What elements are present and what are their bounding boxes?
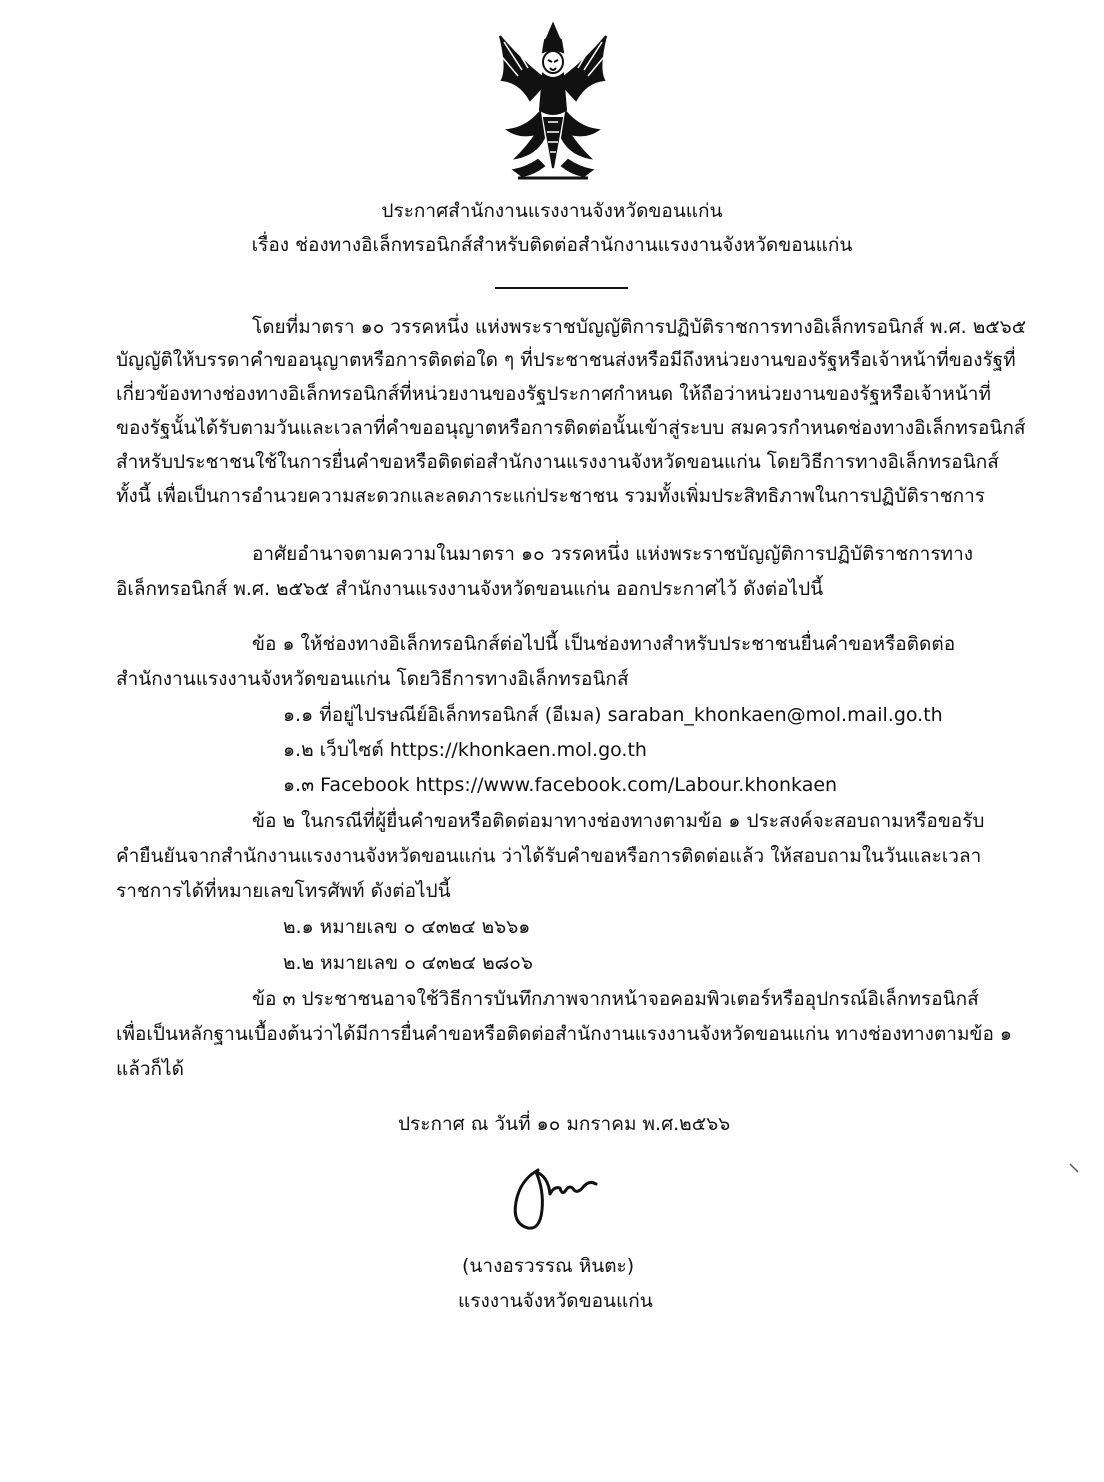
clause-1-item-facebook: ๑.๓ Facebook https://www.facebook.com/Labour.khonkaen	[283, 774, 838, 796]
preamble-line: บัญญัติให้บรรดาคำขออนุญาตหรือการติดต่อใด ๆ ที่ประชาชนส่งหรือมีถึงหน่วยงานของรัฐหรือเจ้าหน้าที่ของรัฐที่	[116, 349, 1016, 371]
clause-3-line: แล้วก็ได้	[116, 1058, 184, 1080]
document-title: ประกาศสำนักงานแรงงานจังหวัดขอนแก่น	[381, 200, 723, 222]
clause-3-line: เพื่อเป็นหลักฐานเบื้องต้นว่าได้มีการยื่นคำขอหรือติดต่อสำนักงานแรงงานจังหวัดขอนแก่น ทางช่องทางตามข้อ ๑	[116, 1023, 1012, 1045]
clause-1-item-email: ๑.๑ ที่อยู่ไปรษณีย์อิเล็กทรอนิกส์ (อีเมล) saraban_khonkaen@mol.mail.go.th	[283, 704, 943, 726]
preamble-line: เกี่ยวข้องทางช่องทางอิเล็กทรอนิกส์ที่หน่วยงานของรัฐประกาศกำหนด ให้ถือว่าหน่วยงานของรัฐหรือเจ้าหน้าที่	[116, 383, 992, 405]
clause-1-item-website: ๑.๒ เว็บไซต์ https://khonkaen.mol.go.th	[283, 739, 647, 761]
clause-2-item-phone: ๒.๑ หมายเลข ๐ ๔๓๒๔ ๒๖๖๑	[283, 916, 531, 938]
signer-position: แรงงานจังหวัดขอนแก่น	[458, 1290, 653, 1312]
clause-1-line: ข้อ ๑ ให้ช่องทางอิเล็กทรอนิกส์ต่อไปนี้ เป็นช่องทางสำหรับประชาชนยื่นคำขอหรือติดต่อ	[252, 633, 956, 655]
clause-2-line: ราชการได้ที่หมายเลขโทรศัพท์ ดังต่อไปนี้	[116, 880, 451, 902]
clause-3-line: ข้อ ๓ ประชาชนอาจใช้วิธีการบันทึกภาพจากหน้าจอคอมพิวเตอร์หรืออุปกรณ์อิเล็กทรอนิกส์	[252, 988, 979, 1010]
clause-2-item-phone: ๒.๒ หมายเลข ๐ ๔๓๒๔ ๒๘๐๖	[283, 952, 533, 974]
preamble-line: สำหรับประชาชนใช้ในการยื่นคำขอหรือติดต่อสำนักงานแรงงานจังหวัดขอนแก่น โดยวิธีการทางอิเล็กทรอนิกส์	[116, 451, 999, 473]
clause-2-line: คำยืนยันจากสำนักงานแรงงานจังหวัดขอนแก่น ว่าได้รับคำขอหรือการติดต่อแล้ว ให้สอบถามในวันและเวลา	[116, 845, 982, 867]
clause-1-line: สำนักงานแรงงานจังหวัดขอนแก่น โดยวิธีการทางอิเล็กทรอนิกส์	[116, 668, 629, 690]
preamble-line: ทั้งนี้ เพื่อเป็นการอำนวยความสะดวกและลดภาระแก่ประชาชน รวมทั้งเพิ่มประสิทธิภาพในการปฏิบัติราชการ	[116, 485, 985, 507]
handwritten-signature-icon	[498, 1150, 608, 1240]
document-subject: เรื่อง ช่องทางอิเล็กทรอนิกส์สำหรับติดต่อสำนักงานแรงงานจังหวัดขอนแก่น	[251, 234, 853, 256]
authority-line: อาศัยอำนาจตามความในมาตรา ๑๐ วรรคหนึ่ง แห่งพระราชบัญญัติการปฏิบัติราชการทาง	[252, 543, 974, 565]
announcement-date: ประกาศ ณ วันที่ ๑๐ มกราคม พ.ศ.๒๕๖๖	[398, 1113, 731, 1135]
stray-mark	[1068, 1162, 1080, 1174]
signer-name: (นางอรวรรณ หินตะ)	[462, 1255, 635, 1277]
preamble-line: โดยที่มาตรา ๑๐ วรรคหนึ่ง แห่งพระราชบัญญัติการปฏิบัติราชการทางอิเล็กทรอนิกส์ พ.ศ. ๒๕๖๕	[252, 316, 1027, 338]
preamble-line: ของรัฐนั้นได้รับตามวันและเวลาที่คำขออนุญาตหรือการติดต่อนั้นเข้าสู่ระบบ สมควรกำหนดช่องทางอิเล็กทรอนิกส์	[116, 417, 1026, 439]
garuda-emblem-icon	[478, 18, 628, 188]
title-divider	[495, 287, 628, 289]
authority-line: อิเล็กทรอนิกส์ พ.ศ. ๒๕๖๕ สำนักงานแรงงานจังหวัดขอนแก่น ออกประกาศไว้ ดังต่อไปนี้	[116, 578, 824, 600]
clause-2-line: ข้อ ๒ ในกรณีที่ผู้ยื่นคำขอหรือติดต่อมาทางช่องทางตามข้อ ๑ ประสงค์จะสอบถามหรือขอรับ	[252, 810, 985, 832]
